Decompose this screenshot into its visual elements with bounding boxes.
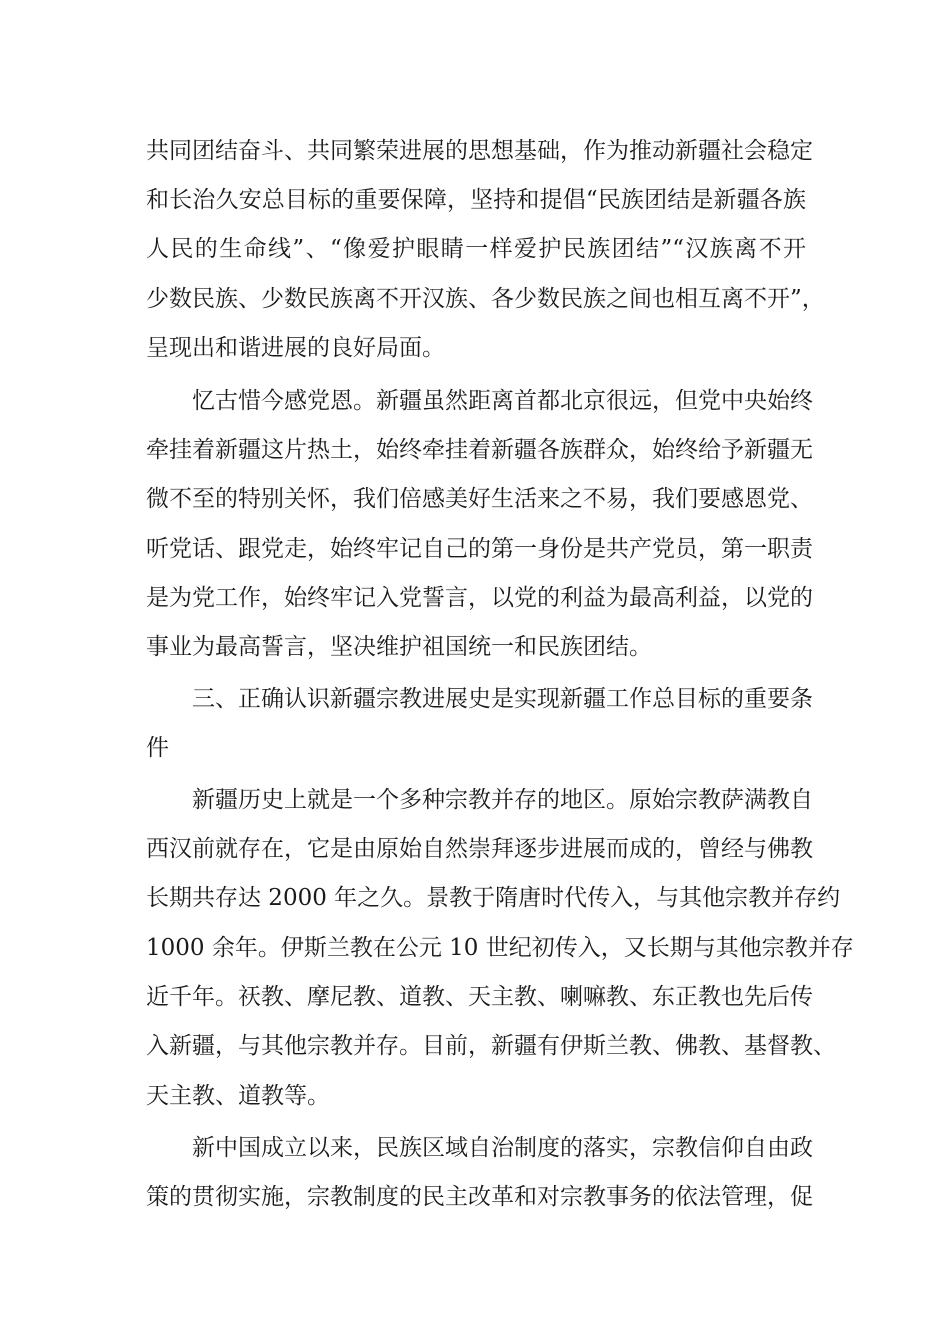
section-heading: 三、正确认识新疆宗教进展史是实现新疆工作总目标的重要条 xyxy=(192,686,813,712)
text-line: 入新疆，与其他宗教并存。目前，新疆有伊斯兰教、佛教、基督教、 xyxy=(146,1033,836,1059)
text-line: 1000 余年。伊斯兰教在公元 10 世纪初传入，又长期与其他宗教并存 xyxy=(146,935,854,961)
text-line: 西汉前就存在，它是由原始自然崇拜逐步进展而成的，曾经与佛教 xyxy=(146,836,813,862)
text-line: 长期共存达 2000 年之久。景教于隋唐时代传入，与其他宗教并存约 xyxy=(146,885,841,911)
paragraph-first-line: 新中国成立以来，民族区域自治制度的落实，宗教信仰自由政 xyxy=(192,1135,813,1161)
section-heading-continued: 件 xyxy=(146,735,169,761)
text-line: 近千年。祆教、摩尼教、道教、天主教、喇嘛教、东正教也先后传 xyxy=(146,984,813,1010)
text-line: 事业为最高誓言，坚决维护祖国统一和民族团结。 xyxy=(146,634,652,660)
text-line: 天主教、道教等。 xyxy=(146,1083,330,1109)
text-line: 呈现出和谐进展的良好局面。 xyxy=(146,335,445,361)
paragraph-first-line: 忆古惜今感党恩。新疆虽然距离首都北京很远，但党中央始终 xyxy=(192,388,813,414)
paragraph-first-line: 新疆历史上就是一个多种宗教并存的地区。原始宗教萨满教自 xyxy=(192,787,813,813)
text-line: 策的贯彻实施，宗教制度的民主改革和对宗教事务的依法管理，促 xyxy=(146,1184,813,1210)
text-line: 少数民族、少数民族离不开汉族、各少数民族之间也相互离不开”， xyxy=(146,286,825,312)
text-line: 共同团结奋斗、共同繁荣进展的思想基础，作为推动新疆社会稳定 xyxy=(146,138,813,164)
text-line: 和长治久安总目标的重要保障，坚持和提倡“民族团结是新疆各族 xyxy=(146,187,806,213)
text-line: 人民的生命线”、“像爱护眼睛一样爱护民族团结”“汉族离不开 xyxy=(146,236,806,262)
text-line: 是为党工作，始终牢记入党誓言，以党的利益为最高利益，以党的 xyxy=(146,585,813,611)
text-line: 牵挂着新疆这片热土，始终牵挂着新疆各族群众，始终给予新疆无 xyxy=(146,437,813,463)
text-line: 微不至的特别关怀，我们倍感美好生活来之不易，我们要感恩党、 xyxy=(146,486,813,512)
text-line: 听党话、跟党走，始终牢记自己的第一身份是共产党员，第一职责 xyxy=(146,536,813,562)
